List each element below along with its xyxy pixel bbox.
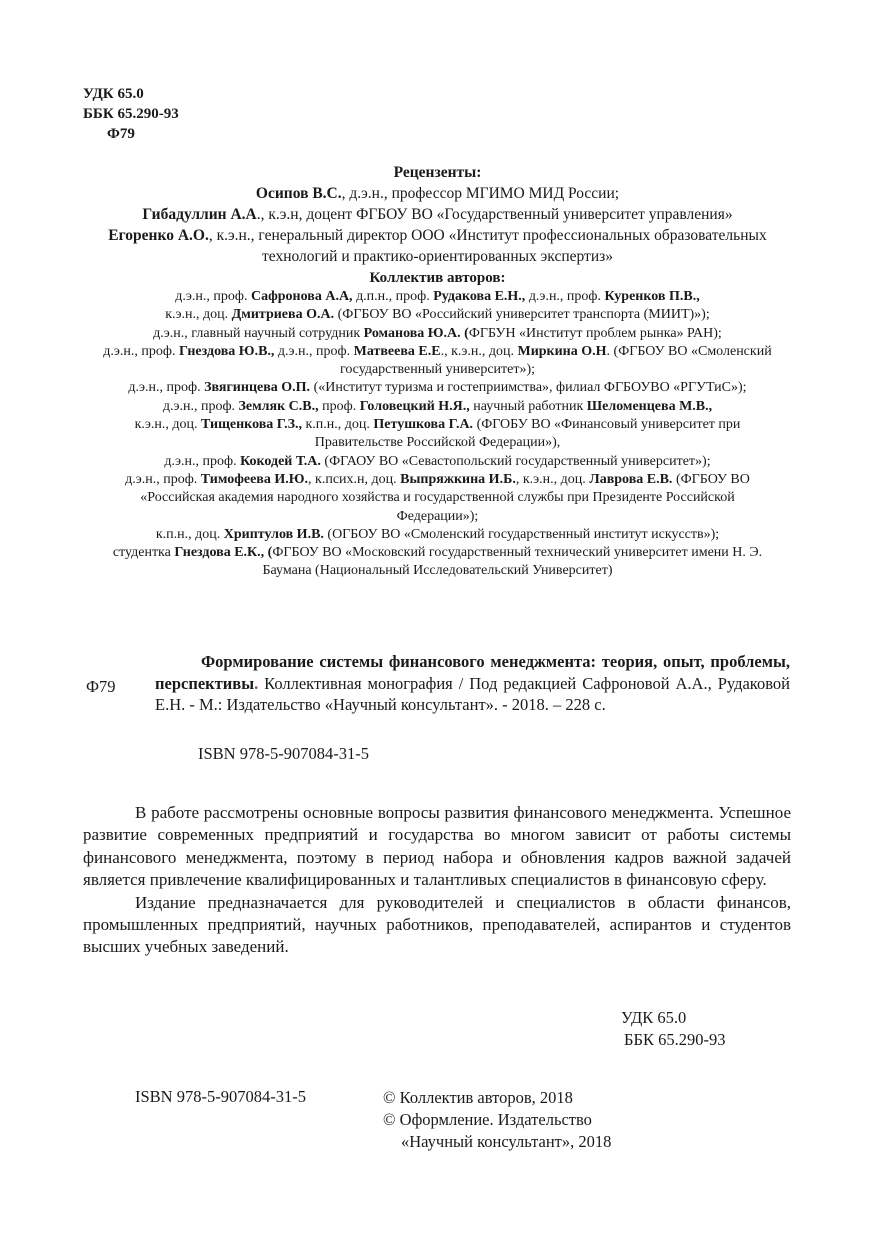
author-line	[70, 379, 805, 397]
annotation-text	[83, 802, 791, 959]
author-affiliation: (ФГБОУ ВО «Российская академия народного хозяйства и государственной службы при Президенте Российской Федерации»);	[140, 471, 750, 524]
reviewer-line	[60, 183, 815, 204]
footer-udk: УДК 65.0	[621, 1008, 687, 1027]
footer-bbk: ББК 65.290-93	[624, 1030, 726, 1049]
author-title: д.э.н., проф.	[103, 343, 179, 359]
author-title: проф.	[318, 398, 360, 414]
reviewers-heading: Рецензенты:	[393, 164, 482, 181]
author-title: д.э.н., проф.	[164, 453, 241, 469]
author-line	[70, 288, 805, 306]
author-affiliation: ФГБОУ ВО «Московский государственный технический университет имени Н. Э. Баумана (Национальный Исследовательский Университет)	[262, 545, 763, 579]
reviewer-line	[60, 204, 815, 225]
author-line	[70, 526, 805, 544]
author-line	[70, 398, 805, 416]
author-title: д.э.н., проф.	[525, 289, 605, 304]
author-affiliation: ФГБУН «Институт проблем рынка» РАН);	[468, 325, 722, 341]
author-line	[70, 325, 805, 343]
author-title: , к.псих.н, доц.	[308, 471, 401, 487]
biblio-isbn: ISBN 978-5-907084-31-5	[198, 744, 369, 763]
author-name: Сафронова А.А,	[250, 289, 353, 304]
bibliographic-record	[155, 651, 790, 716]
author-name: Рудакова Е.Н.,	[433, 289, 526, 304]
author-line	[70, 306, 805, 324]
author-name: Головецкий Н.Я.,	[359, 398, 470, 414]
author-title: ., к.э.н., доц.	[440, 343, 518, 359]
copyright-publisher: «Научный консультант», 2018	[401, 1132, 612, 1151]
author-title: научный работник	[469, 398, 587, 414]
author-name: Кокодей Т.А.	[240, 453, 321, 469]
author-name: Шеломенцева М.В.,	[586, 398, 713, 414]
annotation-paragraph: В работе рассмотрены основные вопросы развития финансового менеджмента. Успешное развитие современных предприятий и государства во многом зависит от работы системы финансового менеджмента, поэтому в период набора и обновления кадров важной задачей является привлечение квалифицированных и талантливых специалистов в финансовую сферу.	[83, 803, 791, 890]
reviewer-desc: ., к.э.н, доцент ФГБОУ ВО «Государственный университет управления»	[256, 206, 733, 223]
biblio-author-mark: Ф79	[86, 677, 116, 696]
author-name: Земляк С.В.,	[238, 398, 319, 414]
authors-heading: Коллектив авторов:	[369, 270, 506, 286]
author-affiliation: . (ФГБОУ ВО «Смоленский государственный университет»);	[339, 343, 772, 378]
reviewer-desc: , д.э.н., профессор МГИМО МИД России;	[341, 185, 620, 202]
author-line	[70, 544, 805, 581]
author-affiliation: (ФГБОУ ВО «Российский университет транспорта (МИИТ)»);	[334, 307, 710, 323]
author-name: Матвеева Е.Е	[353, 343, 441, 359]
reviewers-section	[60, 162, 815, 267]
header-classification-codes	[83, 84, 179, 144]
author-title: к.п.н., доц.	[302, 417, 374, 433]
author-name: Миркина О.Н	[517, 343, 607, 359]
author-line	[70, 453, 805, 471]
copyright-block	[383, 1087, 611, 1153]
biblio-details: Коллективная монография / Под редакцией Сафроновой А.А., Рудаковой Е.Н. - М.: Издательство «Научный консультант». - 2018. – 228 с.	[155, 673, 790, 714]
reviewer-line	[60, 225, 815, 267]
reviewer-desc: , к.э.н., генеральный директор ООО «Институт профессиональных образовательных технологий и практико-ориентированных экспертиз»	[208, 227, 767, 265]
author-name: Тищенкова Г.З.,	[201, 417, 302, 433]
author-title: , к.э.н., доц.	[515, 471, 590, 487]
author-affiliation: (ОГБОУ ВО «Смоленский государственный институт искусств»);	[323, 526, 720, 542]
author-name: Куренков П.В.,	[604, 289, 700, 304]
author-name: Выпряжкина И.Б.	[400, 471, 516, 487]
author-title: к.э.н., доц.	[165, 307, 232, 323]
author-title: к.э.н., доц.	[134, 417, 202, 433]
author-name: Петушкова Г.А.	[373, 417, 474, 433]
author-title: д.э.н., проф.	[162, 398, 239, 414]
author-name: Хриптулов И.В.	[223, 526, 324, 542]
annotation-paragraph: Издание предназначается для руководителей и специалистов в области финансов, промышленных предприятий, научных работников, преподавателей, аспирантов и студентов высших учебных заведений.	[83, 892, 791, 957]
author-title: к.п.н., доц.	[155, 526, 224, 542]
title-dot: .	[254, 673, 259, 693]
author-line	[70, 471, 805, 526]
authors-section	[70, 268, 805, 581]
reviewer-name: Гибадуллин А.А	[142, 206, 257, 223]
copyright-design: © Оформление. Издательство	[383, 1110, 592, 1129]
author-affiliation: («Институт туризма и гостеприимства», филиал ФГБОУВО «РГУТиС»);	[310, 380, 747, 396]
udk-code: УДК 65.0	[83, 86, 144, 102]
author-line	[70, 343, 805, 380]
author-title: д.э.н., проф.	[175, 289, 251, 304]
book-title: Формирование системы финансового менеджмента: теория, опыт, проблемы, перспективы	[155, 652, 790, 693]
author-title: д.э.н., проф.	[128, 380, 205, 396]
author-name: Дмитриева О.А.	[231, 307, 335, 323]
copyright-authors: © Коллектив авторов, 2018	[383, 1088, 573, 1107]
author-name: Гнездова Ю.В.,	[178, 343, 275, 359]
reviewer-name: Егоренко А.О.	[108, 227, 209, 244]
author-name: Гнездова Е.К., (	[174, 545, 273, 561]
author-name: Романова Ю.А. (	[363, 325, 469, 341]
footer-classification-codes	[621, 1007, 725, 1051]
footer-isbn: ISBN 978-5-907084-31-5	[135, 1087, 306, 1106]
author-affiliation: (ФГОБУ ВО «Финансовый университет при Правительстве Российской Федерации»),	[314, 417, 741, 451]
author-title: д.э.н., проф.	[274, 343, 354, 359]
author-title: студентка	[112, 545, 175, 561]
author-mark-code: Ф79	[107, 126, 135, 142]
author-title: д.э.н., главный научный сотрудник	[153, 325, 364, 341]
author-name: Тимофеева И.Ю.	[200, 471, 309, 487]
author-name: Лаврова Е.В.	[589, 471, 673, 487]
author-title: д.э.н., проф.	[125, 471, 201, 487]
author-line	[70, 416, 805, 453]
author-name: Звягинцева О.П.	[204, 380, 311, 396]
bbk-code: ББК 65.290-93	[83, 106, 179, 122]
author-title: д.п.н., проф.	[352, 289, 434, 304]
author-affiliation: (ФГАОУ ВО «Севастопольский государственный университет»);	[320, 453, 711, 469]
reviewer-name: Осипов В.С.	[255, 185, 342, 202]
